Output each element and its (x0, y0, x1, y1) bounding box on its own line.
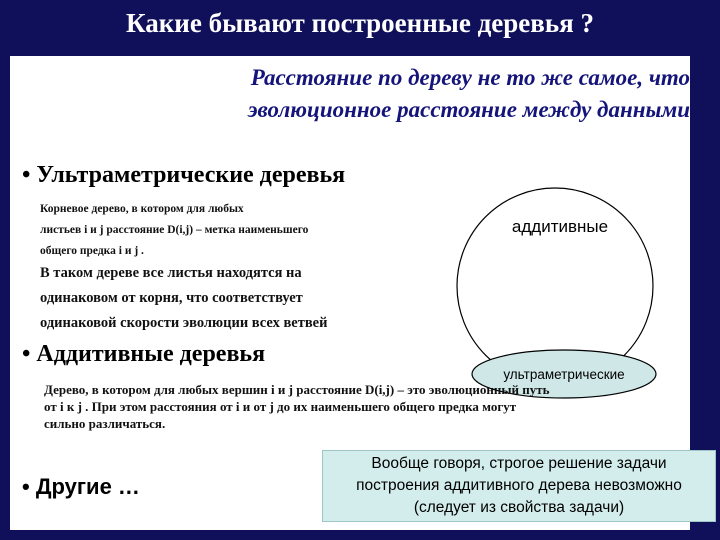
venn-diagram (450, 176, 680, 406)
subtitle-line: эволюционное расстояние между данными (248, 97, 690, 122)
additive-heading: • Аддитивные деревья (22, 341, 266, 367)
definition-line: Корневое дерево, в котором для любых (40, 203, 244, 215)
definition-line: Дерево, в котором для любых вершин i и j расстояние D(i,j) – это эволюционный путь (44, 382, 550, 397)
ultrametric-note (40, 261, 410, 336)
definition-line: сильно различаться. (44, 416, 166, 431)
additive-heading-text: Аддитивные деревья (36, 341, 266, 367)
other-heading: • Другие … (22, 474, 140, 499)
callout-line: Вообще говоря, строгое решение задачи (371, 455, 667, 472)
inner-label: ультраметрические (503, 367, 625, 382)
slide-title: Какие бывают построенные деревья ? (126, 8, 594, 38)
callout-box (322, 450, 716, 522)
definition-line: общего предка i и j . (40, 245, 144, 257)
definition-line: от i к j . При этом расстояния от i и от j до их наименьшего общего предка могут (44, 399, 517, 414)
other-heading-text: Другие … (35, 474, 140, 499)
outer-label: аддитивные (511, 217, 609, 236)
ultrametric-heading: • Ультраметрические деревья (22, 162, 346, 188)
callout-line: (следует из свойства задачи) (413, 499, 625, 516)
note-line: В таком дереве все листья находятся на (40, 265, 302, 281)
ultrametric-heading-text: Ультраметрические деревья (36, 162, 346, 188)
note-line: одинаковом от корня, что соответствует (40, 290, 303, 306)
callout-line: построения аддитивного дерева невозможно (356, 477, 682, 494)
additive-definition (44, 381, 684, 432)
ultrametric-definition (40, 199, 410, 262)
subtitle (142, 62, 690, 126)
definition-line: листьев i и j расстояние D(i,j) – метка наименьшего (40, 224, 309, 236)
note-line: одинаковой скорости эволюции всех ветвей (40, 315, 328, 331)
subtitle-line: Расстояние по дереву не то же самое, что (250, 65, 690, 90)
